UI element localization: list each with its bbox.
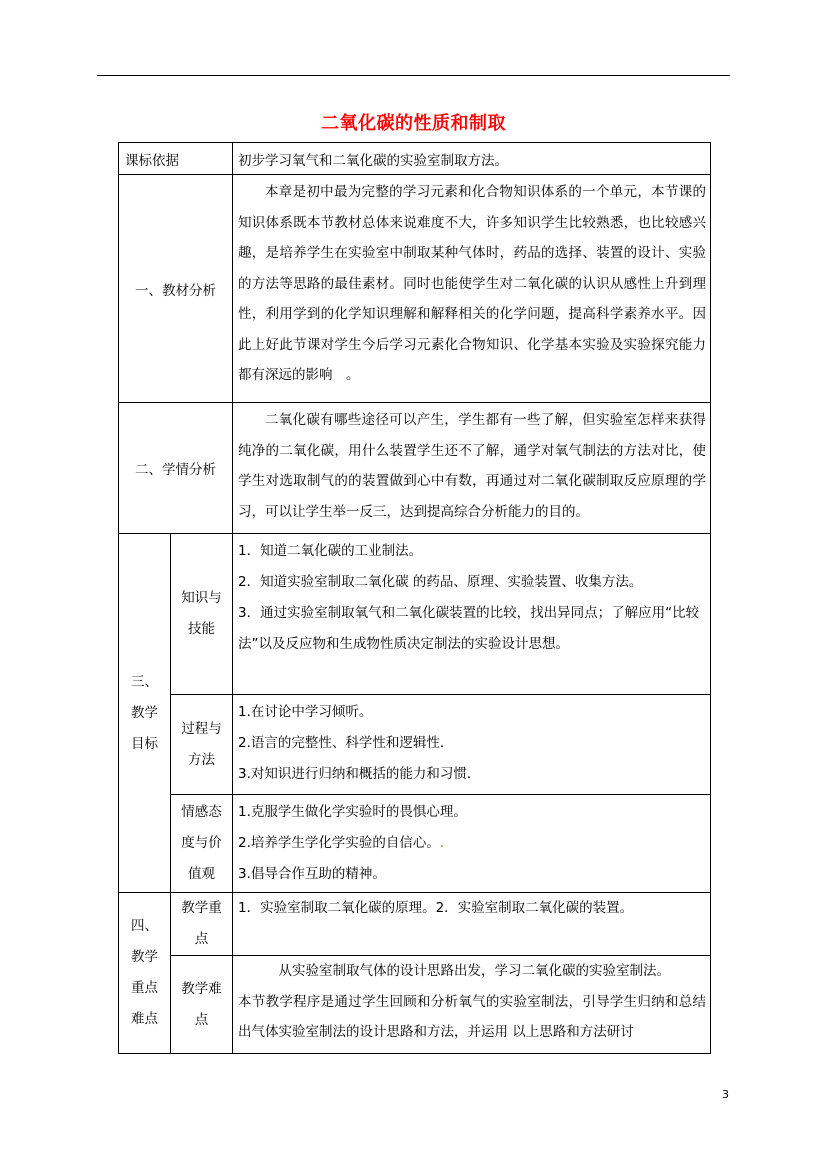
key-label: 教学重 点 (171, 893, 233, 956)
list-item: 2.语言的完整性、科学性和逻辑性． (238, 735, 454, 751)
goals-label: 三、 教学 目标 (119, 534, 171, 893)
material-text: 本章是初中最为完整的学习元素和化合物知识体系的一个单元，本节课的知识体系既本节教材总体来说难度不大，许多知识学生比较熟悉，也比较感兴趣，是培养学生在实验室中制取某种气体时，药品的选择、装置的设计、实验的方法等思路的最佳素材。同时也能使学生对二氧化碳的认识从感性上升到理性，利用学到的化学知识理解和解释相关的化学问题，提高科学素养水平。因此上好此节课对学生今后学习元素化合物知识、化学基本实验及实验探究能力都有深远的影响 。 (238, 184, 706, 383)
row-goal-process (119, 695, 711, 795)
learner-text: 二氧化碳有哪些途径可以产生，学生都有一些了解，但实验室怎样来获得纯净的二氧化碳，用什么装置学生还不了解，通学对氧气制法的方法对比，使学生对选取制气的的装置做到心中有数，再通过对二氧化碳制取反应原理的学习，可以让学生举一反三，达到提高综合分析能力的目的。 (238, 412, 706, 520)
difficult-label: 教学难 点 (171, 956, 233, 1054)
key-text: 1．实验室制取二氧化碳的原理。2．实验室制取二氧化碳的装置。 (238, 900, 634, 916)
emotion-label: 情感态 度与价 值观 (171, 795, 233, 893)
row-goal-emotion (119, 795, 711, 893)
list-item: 1.克服学生做化学实验时的畏惧心理。 (238, 804, 467, 820)
list-item: 2．知道实验室制取二氧化碳 的药品、原理、实验装置、收集方法。 (238, 574, 643, 590)
knowledge-label: 知识与 技能 (171, 534, 233, 695)
knowledge-items (233, 536, 710, 660)
header-rule (97, 75, 730, 76)
material-label: 一、教材分析 (119, 175, 233, 403)
list-item: 3.对知识进行归纳和概括的能力和习惯． (238, 766, 481, 782)
learner-label: 二、学情分析 (119, 403, 233, 534)
row-material (119, 175, 711, 403)
page-number: 3 (722, 1088, 729, 1101)
list-item: 1.在讨论中学习倾听。 (238, 704, 373, 720)
process-items (233, 697, 710, 790)
emotion-items (233, 797, 710, 890)
stray-dot: . (439, 835, 445, 851)
list-item: 3．通过实验室制取氧气和二氧化碳装置的比较，找出异同点；了解应用“比较法”以及反应物和生成物性质决定制法的实验设计思想。 (238, 605, 700, 652)
row-learner (119, 403, 711, 534)
list-item: 1．知道二氧化碳的工业制法。 (238, 543, 423, 559)
lesson-plan-table (118, 142, 711, 1054)
row-goal-knowledge (119, 534, 711, 695)
focus-label: 四、 教学 重点 难点 (119, 893, 171, 1054)
row-basis (119, 143, 711, 175)
row-focus-key (119, 893, 711, 956)
basis-text: 初步学习氧气和二氧化碳的实验室制取方法。 (233, 143, 711, 175)
document-title: 二氧化碳的性质和制取 (321, 113, 506, 134)
row-focus-difficult (119, 956, 711, 1054)
basis-label: 课标依据 (119, 143, 233, 175)
list-item: 3.倡导合作互助的精神。 (238, 866, 386, 882)
process-label: 过程与 方法 (171, 695, 233, 795)
list-item: 2.培养学生学化学实验的自信心。. (238, 835, 445, 851)
difficult-text: 从实验室制取气体的设计思路出发，学习二氧化碳的实验室制法。 本节教学程序是通过学生回顾和分析氧气的实验室制法，引导学生归纳和总结出气体实验室制法的设计思路和方法，并运用 以上思路和方法研讨 (238, 963, 706, 1040)
